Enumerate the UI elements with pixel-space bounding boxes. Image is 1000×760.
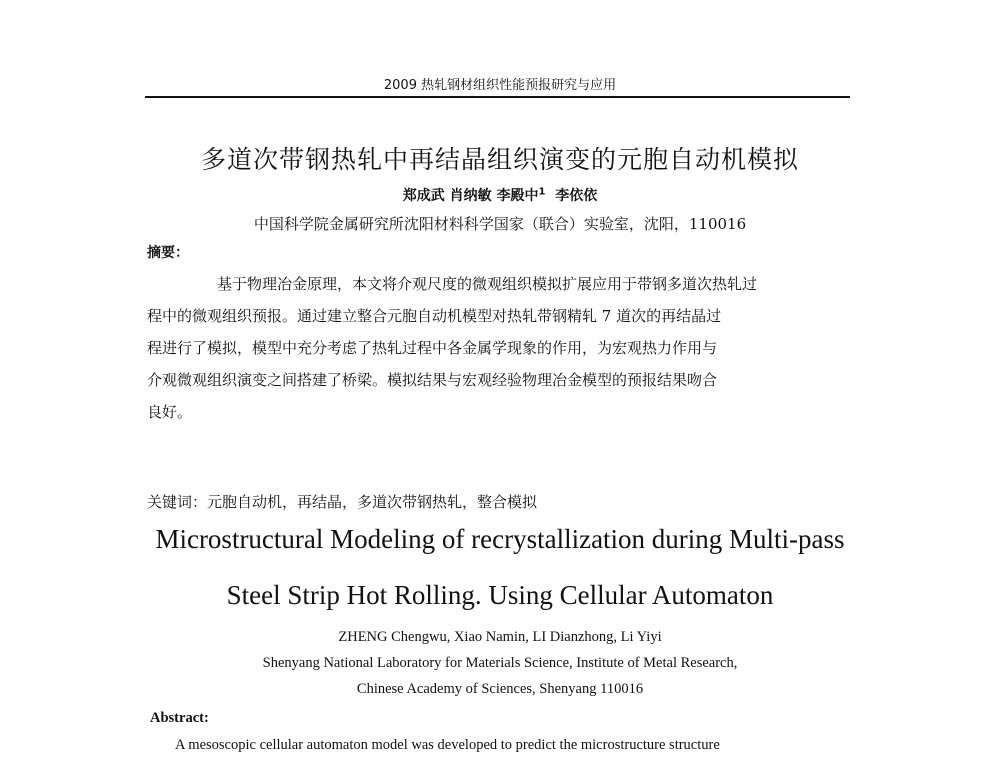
abstract-label-chinese: 摘要： — [147, 245, 189, 261]
affiliation-english-line: Chinese Academy of Sciences, Shenyang 110016 — [356, 681, 644, 697]
abstract-chinese-line: 程进行了模拟，模型中充分考虑了热轧过程中各金属学现象的作用，为宏观热力作用与 — [147, 339, 718, 357]
authors-chinese-part1: 郑成武 肖纳敏 李殿中 — [402, 188, 539, 204]
abstract-chinese-line: 程中的微观组织预报。通过建立整合元胞自动机模型对热轧带钢精轧 7 道次的再结晶过 — [147, 307, 722, 325]
authors-chinese — [0, 185, 1000, 205]
affiliation-english-line: Shenyang National Laboratory for Materials Science, Institute of Metal Research, — [262, 655, 738, 671]
abstract-chinese-line: 基于物理冶金原理，本文将介观尺度的微观组织模拟扩展应用于带钢多道次热轧过 — [217, 275, 758, 293]
title-english-line: Microstructural Modeling of recrystallization during Multi-pass — [155, 524, 845, 554]
abstract-label-english: Abstract: — [150, 710, 209, 726]
abstract-chinese-line: 介观微观组织演变之间搭建了桥梁。模拟结果与宏观经验物理冶金模型的预报结果吻合 — [147, 371, 718, 389]
abstract-chinese — [147, 274, 852, 434]
abstract-english-line: A mesoscopic cellular automaton model was developed to predict the microstructure structure — [175, 737, 720, 753]
authors-english: ZHENG Chengwu, Xiao Namin, LI Dianzhong, Li Yiyi — [338, 629, 662, 645]
affiliation-chinese: 中国科学院金属研究所沈阳材料科学国家（联合）实验室，沈阳，110016 — [253, 215, 747, 233]
running-header: 2009 热轧钢材组织性能预报研究与应用 — [383, 78, 617, 93]
author-affiliation-mark: 1 — [538, 186, 546, 198]
title-english-line: Steel Strip Hot Rolling. Using Cellular Automaton — [226, 580, 774, 610]
abstract-chinese-line: 良好。 — [147, 403, 193, 421]
authors-chinese-part2: 李依依 — [555, 188, 598, 204]
title-chinese: 多道次带钢热轧中再结晶组织演变的元胞自动机模拟 — [200, 145, 799, 174]
keywords-chinese: 关键词：元胞自动机，再结晶，多道次带钢热轧，整合模拟 — [147, 493, 538, 511]
header-rule — [145, 96, 850, 98]
